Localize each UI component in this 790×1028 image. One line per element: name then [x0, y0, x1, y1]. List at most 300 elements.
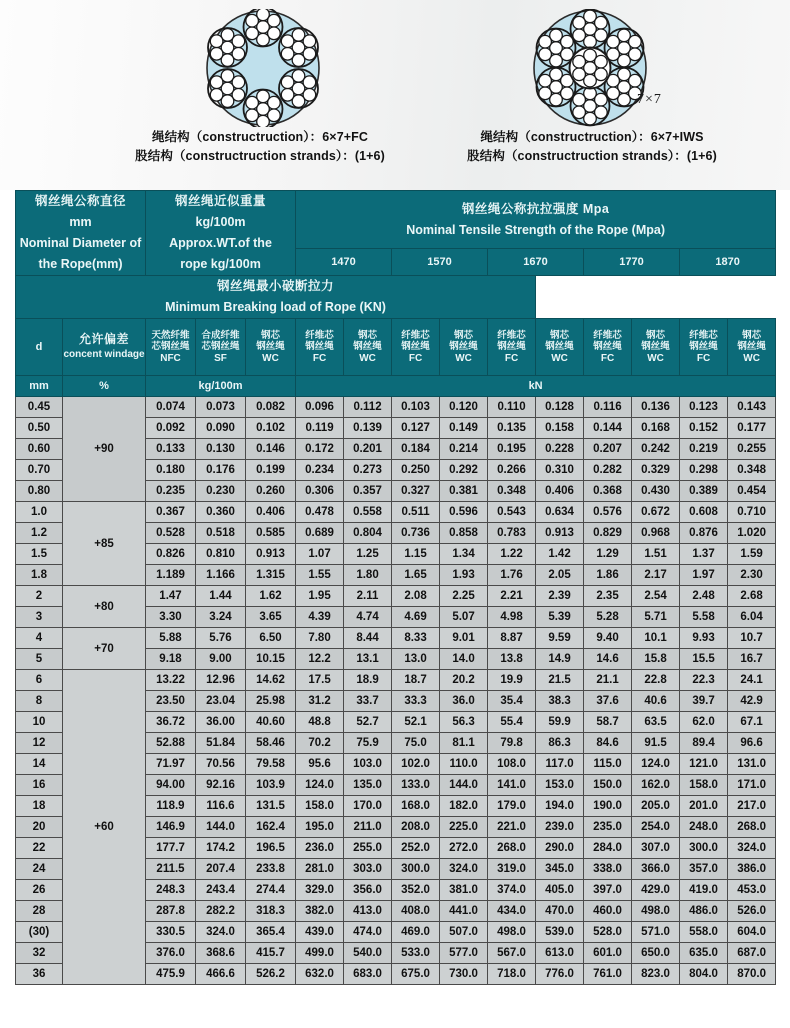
cell-breaking-5: 1.42: [536, 544, 584, 565]
header-diameter-unit: mm: [69, 215, 92, 229]
header-diameter-en1: Nominal Diameter of: [19, 236, 142, 250]
cell-weight-0: 9.18: [146, 649, 196, 670]
cell-breaking-3: 182.0: [440, 796, 488, 817]
cell-breaking-8: 22.3: [680, 670, 728, 691]
cell-weight-1: 12.96: [196, 670, 246, 691]
cell-breaking-9: 453.0: [728, 880, 776, 901]
subheader-tolerance: [63, 319, 146, 376]
cell-breaking-8: 15.5: [680, 649, 728, 670]
cell-breaking-4: 179.0: [488, 796, 536, 817]
cell-weight-2: 196.5: [246, 838, 296, 859]
cell-breaking-3: 110.0: [440, 754, 488, 775]
header-diameter-cn: 钢丝绳公称直径: [34, 194, 126, 208]
cell-breaking-6: 235.0: [584, 817, 632, 838]
cell-breaking-4: 19.9: [488, 670, 536, 691]
cell-weight-1: 0.130: [196, 439, 246, 460]
cell-breaking-4: 0.543: [488, 502, 536, 523]
cell-weight-2: 1.62: [246, 586, 296, 607]
cell-breaking-3: 144.0: [440, 775, 488, 796]
cell-diameter: 8: [16, 691, 63, 712]
cell-breaking-1: 4.74: [344, 607, 392, 628]
cell-diameter: 0.50: [16, 418, 63, 439]
header-breaking-cn: 钢丝绳最小破断拉力: [217, 279, 335, 293]
header-row-breaking: [16, 276, 776, 319]
cell-breaking-3: 272.0: [440, 838, 488, 859]
cell-breaking-5: 21.5: [536, 670, 584, 691]
cell-weight-1: 282.2: [196, 901, 246, 922]
cell-breaking-6: 761.0: [584, 964, 632, 985]
cell-weight-1: 0.810: [196, 544, 246, 565]
cell-breaking-7: 63.5: [632, 712, 680, 733]
label-cn2: 钢丝绳: [353, 341, 382, 353]
label-cn1: 合成纤维: [201, 329, 240, 341]
header-nominal-diameter: [16, 191, 146, 276]
cell-breaking-9: 0.177: [728, 418, 776, 439]
header-weight-unit: kg/100m: [195, 215, 246, 229]
cell-breaking-7: 15.8: [632, 649, 680, 670]
label-code: WC: [262, 352, 279, 364]
cell-breaking-0: 1.07: [296, 544, 344, 565]
cell-breaking-3: 81.1: [440, 733, 488, 754]
label-code: FC: [408, 352, 423, 364]
cell-breaking-7: 40.6: [632, 691, 680, 712]
cell-breaking-1: 135.0: [344, 775, 392, 796]
cell-breaking-9: 10.7: [728, 628, 776, 649]
cell-diameter: 18: [16, 796, 63, 817]
cell-weight-1: 1.44: [196, 586, 246, 607]
cell-breaking-2: 0.103: [392, 397, 440, 418]
label-cn1: 钢芯: [646, 329, 666, 341]
cell-breaking-9: 386.0: [728, 859, 776, 880]
cell-breaking-5: 0.310: [536, 460, 584, 481]
unit-breaking: kN: [296, 376, 776, 397]
cell-breaking-3: 324.0: [440, 859, 488, 880]
cell-weight-1: 5.76: [196, 628, 246, 649]
table-row: [16, 397, 776, 418]
cell-tolerance: +60: [63, 670, 146, 985]
cell-breaking-4: 221.0: [488, 817, 536, 838]
cell-breaking-7: 22.8: [632, 670, 680, 691]
cell-breaking-1: 52.7: [344, 712, 392, 733]
label-cn1: 钢芯: [261, 329, 281, 341]
header-strength-cn: 钢丝绳公称抗拉强度 Mpa: [461, 201, 610, 216]
subheader-break-1770-fc: [584, 319, 632, 376]
header-breaking-load: [16, 276, 536, 319]
cell-breaking-6: 190.0: [584, 796, 632, 817]
cell-breaking-2: 0.184: [392, 439, 440, 460]
cell-weight-0: 146.9: [146, 817, 196, 838]
header-breaking-en: Minimum Breaking load of Rope (KN): [165, 300, 386, 314]
cell-breaking-9: 0.348: [728, 460, 776, 481]
strand-caption-iws: 股结构（constructruction strands）：(1+6): [467, 149, 717, 163]
label-cn2: 钢丝绳: [256, 341, 285, 353]
cell-breaking-5: 0.406: [536, 481, 584, 502]
cell-breaking-6: 397.0: [584, 880, 632, 901]
cell-breaking-0: 0.234: [296, 460, 344, 481]
cell-breaking-1: 413.0: [344, 901, 392, 922]
cell-breaking-0: 1.95: [296, 586, 344, 607]
cell-weight-1: 51.84: [196, 733, 246, 754]
label-cn2: 钢丝绳: [449, 341, 478, 353]
cell-breaking-9: 1.59: [728, 544, 776, 565]
cell-breaking-3: 2.25: [440, 586, 488, 607]
label-cn1: 钢芯: [742, 329, 762, 341]
cell-breaking-6: 1.86: [584, 565, 632, 586]
cell-breaking-5: 613.0: [536, 943, 584, 964]
cell-breaking-6: 0.116: [584, 397, 632, 418]
rope-illustration-iws: [525, 9, 655, 127]
cell-breaking-1: 0.273: [344, 460, 392, 481]
cell-weight-0: 13.22: [146, 670, 196, 691]
subheader-break-1870-wc: [728, 319, 776, 376]
unit-diameter: mm: [16, 376, 63, 397]
cell-breaking-1: 0.558: [344, 502, 392, 523]
label-cn2: 钢丝绳: [689, 341, 718, 353]
cell-breaking-6: 0.368: [584, 481, 632, 502]
cell-breaking-9: 0.143: [728, 397, 776, 418]
cell-breaking-6: 0.207: [584, 439, 632, 460]
cell-breaking-3: 577.0: [440, 943, 488, 964]
cell-weight-2: 526.2: [246, 964, 296, 985]
label-cn2: 钢丝绳: [593, 341, 622, 353]
cell-breaking-7: 254.0: [632, 817, 680, 838]
cell-diameter: 0.70: [16, 460, 63, 481]
cell-breaking-4: 374.0: [488, 880, 536, 901]
header-row-main: [16, 191, 776, 249]
cell-breaking-9: 324.0: [728, 838, 776, 859]
cell-breaking-4: 567.0: [488, 943, 536, 964]
cell-breaking-8: 300.0: [680, 838, 728, 859]
construction-caption-fc: 绳结构（constructruction）：6×7+FC: [151, 130, 369, 144]
cell-breaking-7: 571.0: [632, 922, 680, 943]
cell-weight-2: 103.9: [246, 775, 296, 796]
cell-diameter: (30): [16, 922, 63, 943]
cell-weight-0: 0.074: [146, 397, 196, 418]
cell-breaking-8: 0.608: [680, 502, 728, 523]
cell-breaking-1: 0.357: [344, 481, 392, 502]
subheader-break-1570-wc: [440, 319, 488, 376]
label-code: WC: [647, 352, 664, 364]
label-cn2: 钢丝绳: [497, 341, 526, 353]
cell-breaking-4: 13.8: [488, 649, 536, 670]
cell-breaking-2: 533.0: [392, 943, 440, 964]
label-code: WC: [359, 352, 376, 364]
cell-diameter: 24: [16, 859, 63, 880]
cell-breaking-6: 14.6: [584, 649, 632, 670]
cell-weight-0: 0.528: [146, 523, 196, 544]
cell-weight-0: 0.367: [146, 502, 196, 523]
cell-breaking-5: 776.0: [536, 964, 584, 985]
cell-breaking-7: 205.0: [632, 796, 680, 817]
cell-breaking-9: 0.255: [728, 439, 776, 460]
cell-breaking-4: 498.0: [488, 922, 536, 943]
cell-breaking-1: 75.9: [344, 733, 392, 754]
cell-breaking-0: 0.478: [296, 502, 344, 523]
cell-weight-2: 365.4: [246, 922, 296, 943]
cell-breaking-2: 469.0: [392, 922, 440, 943]
header-strength-en: Nominal Tensile Strength of the Rope (Mpa): [406, 222, 665, 237]
cell-weight-1: 0.073: [196, 397, 246, 418]
cell-diameter: 22: [16, 838, 63, 859]
rope-illustration-fc: [198, 9, 328, 127]
cell-weight-1: 207.4: [196, 859, 246, 880]
cell-breaking-4: 434.0: [488, 901, 536, 922]
cell-weight-0: 0.826: [146, 544, 196, 565]
cell-weight-0: 1.47: [146, 586, 196, 607]
cell-breaking-2: 18.7: [392, 670, 440, 691]
cell-weight-0: 0.092: [146, 418, 196, 439]
cell-weight-1: 324.0: [196, 922, 246, 943]
cell-breaking-3: 0.120: [440, 397, 488, 418]
cell-weight-0: 3.30: [146, 607, 196, 628]
cell-breaking-3: 0.149: [440, 418, 488, 439]
cell-breaking-4: 268.0: [488, 838, 536, 859]
cell-breaking-3: 56.3: [440, 712, 488, 733]
cell-breaking-4: 0.135: [488, 418, 536, 439]
cell-breaking-9: 131.0: [728, 754, 776, 775]
cell-weight-1: 92.16: [196, 775, 246, 796]
cell-tolerance: +80: [63, 586, 146, 628]
cell-breaking-7: 0.136: [632, 397, 680, 418]
label-cn2: 芯钢丝绳: [201, 341, 240, 353]
cell-weight-2: 318.3: [246, 901, 296, 922]
cell-breaking-0: 31.2: [296, 691, 344, 712]
rope-diagram-band: [0, 0, 790, 190]
cell-breaking-3: 730.0: [440, 964, 488, 985]
label-code: NFC: [160, 352, 181, 364]
cell-breaking-6: 21.1: [584, 670, 632, 691]
label-code: WC: [455, 352, 472, 364]
cell-weight-0: 1.189: [146, 565, 196, 586]
cell-breaking-3: 20.2: [440, 670, 488, 691]
cell-breaking-2: 1.65: [392, 565, 440, 586]
cell-breaking-6: 84.6: [584, 733, 632, 754]
cell-breaking-4: 0.783: [488, 523, 536, 544]
cell-breaking-5: 153.0: [536, 775, 584, 796]
cell-tolerance: +70: [63, 628, 146, 670]
label-cn1: 纤维芯: [689, 329, 718, 341]
cell-breaking-6: 9.40: [584, 628, 632, 649]
table-body: [16, 397, 776, 985]
cell-weight-1: 174.2: [196, 838, 246, 859]
header-weight-en1: Approx.WT.of the: [169, 236, 272, 250]
cell-breaking-9: 0.710: [728, 502, 776, 523]
cell-breaking-2: 0.511: [392, 502, 440, 523]
label-cn1: 纤维芯: [497, 329, 526, 341]
cell-breaking-4: 1.22: [488, 544, 536, 565]
table-row: [16, 670, 776, 691]
cell-breaking-8: 1.37: [680, 544, 728, 565]
cell-weight-1: 0.360: [196, 502, 246, 523]
unit-tolerance: %: [63, 376, 146, 397]
subheader-weight-sf: [196, 319, 246, 376]
label-cn2: 钢丝绳: [305, 341, 334, 353]
rope-cross-section-fc: [118, 8, 408, 128]
cell-breaking-5: 0.158: [536, 418, 584, 439]
cell-breaking-4: 0.348: [488, 481, 536, 502]
cell-weight-1: 368.6: [196, 943, 246, 964]
label-code: FC: [504, 352, 519, 364]
cell-breaking-8: 635.0: [680, 943, 728, 964]
cell-diameter: 6: [16, 670, 63, 691]
cell-breaking-5: 539.0: [536, 922, 584, 943]
cell-breaking-9: 16.7: [728, 649, 776, 670]
cell-breaking-5: 2.05: [536, 565, 584, 586]
subheader-break-1570-fc: [392, 319, 440, 376]
cell-breaking-6: 5.28: [584, 607, 632, 628]
cell-weight-2: 0.913: [246, 544, 296, 565]
cell-breaking-8: 158.0: [680, 775, 728, 796]
cell-breaking-2: 0.250: [392, 460, 440, 481]
cell-breaking-0: 17.5: [296, 670, 344, 691]
cell-breaking-7: 429.0: [632, 880, 680, 901]
cell-breaking-5: 0.634: [536, 502, 584, 523]
cell-breaking-0: 329.0: [296, 880, 344, 901]
cell-breaking-8: 0.152: [680, 418, 728, 439]
subheader-break-1670-fc: [488, 319, 536, 376]
cell-weight-2: 162.4: [246, 817, 296, 838]
cell-breaking-4: 79.8: [488, 733, 536, 754]
table-head: [16, 191, 776, 397]
cell-weight-0: 177.7: [146, 838, 196, 859]
cell-weight-2: 415.7: [246, 943, 296, 964]
grade-1770: 1770: [584, 249, 680, 276]
cell-breaking-5: 470.0: [536, 901, 584, 922]
label-code: FC: [696, 352, 711, 364]
cell-weight-2: 58.46: [246, 733, 296, 754]
cell-breaking-0: 499.0: [296, 943, 344, 964]
cell-breaking-2: 102.0: [392, 754, 440, 775]
cell-weight-1: 0.090: [196, 418, 246, 439]
cell-breaking-9: 171.0: [728, 775, 776, 796]
cell-diameter: 0.45: [16, 397, 63, 418]
cell-diameter: 14: [16, 754, 63, 775]
label-cn1: 钢芯: [550, 329, 570, 341]
subheader-break-1470-fc: [296, 319, 344, 376]
label-cn1: 钢芯: [454, 329, 474, 341]
cell-breaking-8: 0.219: [680, 439, 728, 460]
cell-breaking-3: 381.0: [440, 880, 488, 901]
cell-weight-0: 5.88: [146, 628, 196, 649]
cell-breaking-2: 75.0: [392, 733, 440, 754]
cell-breaking-0: 0.306: [296, 481, 344, 502]
cell-breaking-8: 0.298: [680, 460, 728, 481]
cell-breaking-7: 1.51: [632, 544, 680, 565]
cell-breaking-2: 8.33: [392, 628, 440, 649]
cell-breaking-6: 0.144: [584, 418, 632, 439]
cell-breaking-9: 1.020: [728, 523, 776, 544]
cell-weight-2: 10.15: [246, 649, 296, 670]
cell-breaking-7: 91.5: [632, 733, 680, 754]
cell-breaking-5: 2.39: [536, 586, 584, 607]
cell-breaking-7: 0.168: [632, 418, 680, 439]
grade-1870: 1870: [680, 249, 776, 276]
cell-breaking-0: 70.2: [296, 733, 344, 754]
cell-breaking-7: 498.0: [632, 901, 680, 922]
cell-breaking-0: 48.8: [296, 712, 344, 733]
cell-weight-1: 116.6: [196, 796, 246, 817]
cell-breaking-1: 356.0: [344, 880, 392, 901]
label-code: WC: [743, 352, 760, 364]
cell-breaking-4: 55.4: [488, 712, 536, 733]
cell-breaking-0: 195.0: [296, 817, 344, 838]
cell-breaking-2: 52.1: [392, 712, 440, 733]
cell-weight-2: 6.50: [246, 628, 296, 649]
header-approx-weight: [146, 191, 296, 276]
cell-breaking-5: 38.3: [536, 691, 584, 712]
cell-breaking-3: 5.07: [440, 607, 488, 628]
cell-breaking-9: 268.0: [728, 817, 776, 838]
cell-breaking-8: 486.0: [680, 901, 728, 922]
cell-weight-2: 0.102: [246, 418, 296, 439]
cell-weight-0: 248.3: [146, 880, 196, 901]
table-row: [16, 502, 776, 523]
cell-breaking-8: 0.123: [680, 397, 728, 418]
cell-breaking-3: 14.0: [440, 649, 488, 670]
cell-weight-0: 118.9: [146, 796, 196, 817]
cell-weight-1: 466.6: [196, 964, 246, 985]
cell-breaking-4: 319.0: [488, 859, 536, 880]
grade-1470: 1470: [296, 249, 392, 276]
cell-breaking-4: 2.21: [488, 586, 536, 607]
cell-weight-2: 0.406: [246, 502, 296, 523]
cell-breaking-0: 0.119: [296, 418, 344, 439]
cell-breaking-0: 382.0: [296, 901, 344, 922]
cell-breaking-6: 0.829: [584, 523, 632, 544]
subheader-break-1870-fc: [680, 319, 728, 376]
cell-weight-0: 475.9: [146, 964, 196, 985]
cell-breaking-3: 225.0: [440, 817, 488, 838]
cell-breaking-3: 507.0: [440, 922, 488, 943]
figure-6x7-fc: [118, 8, 408, 166]
cell-breaking-8: 201.0: [680, 796, 728, 817]
cell-breaking-2: 352.0: [392, 880, 440, 901]
cell-breaking-1: 18.9: [344, 670, 392, 691]
cell-weight-2: 14.62: [246, 670, 296, 691]
header-weight-cn: 钢丝绳近似重量: [175, 194, 267, 208]
cell-diameter: 1.0: [16, 502, 63, 523]
seven-by-seven-badge: 7×7: [637, 92, 662, 107]
cell-breaking-8: 419.0: [680, 880, 728, 901]
cell-breaking-0: 12.2: [296, 649, 344, 670]
cell-weight-0: 23.50: [146, 691, 196, 712]
cell-breaking-8: 1.97: [680, 565, 728, 586]
cell-breaking-0: 0.689: [296, 523, 344, 544]
cell-breaking-4: 141.0: [488, 775, 536, 796]
cell-breaking-8: 248.0: [680, 817, 728, 838]
cell-weight-0: 376.0: [146, 943, 196, 964]
cell-breaking-4: 718.0: [488, 964, 536, 985]
cell-breaking-0: 0.096: [296, 397, 344, 418]
cell-weight-1: 3.24: [196, 607, 246, 628]
cell-breaking-8: 5.58: [680, 607, 728, 628]
cell-breaking-1: 0.804: [344, 523, 392, 544]
cell-breaking-8: 39.7: [680, 691, 728, 712]
cell-breaking-4: 0.110: [488, 397, 536, 418]
cell-weight-0: 330.5: [146, 922, 196, 943]
cell-breaking-6: 37.6: [584, 691, 632, 712]
cell-breaking-3: 0.858: [440, 523, 488, 544]
cell-breaking-2: 300.0: [392, 859, 440, 880]
cell-breaking-1: 13.1: [344, 649, 392, 670]
cell-breaking-5: 239.0: [536, 817, 584, 838]
cell-weight-0: 52.88: [146, 733, 196, 754]
cell-breaking-2: 675.0: [392, 964, 440, 985]
cell-breaking-9: 2.68: [728, 586, 776, 607]
cell-breaking-6: 601.0: [584, 943, 632, 964]
cell-diameter: 20: [16, 817, 63, 838]
cell-breaking-2: 252.0: [392, 838, 440, 859]
